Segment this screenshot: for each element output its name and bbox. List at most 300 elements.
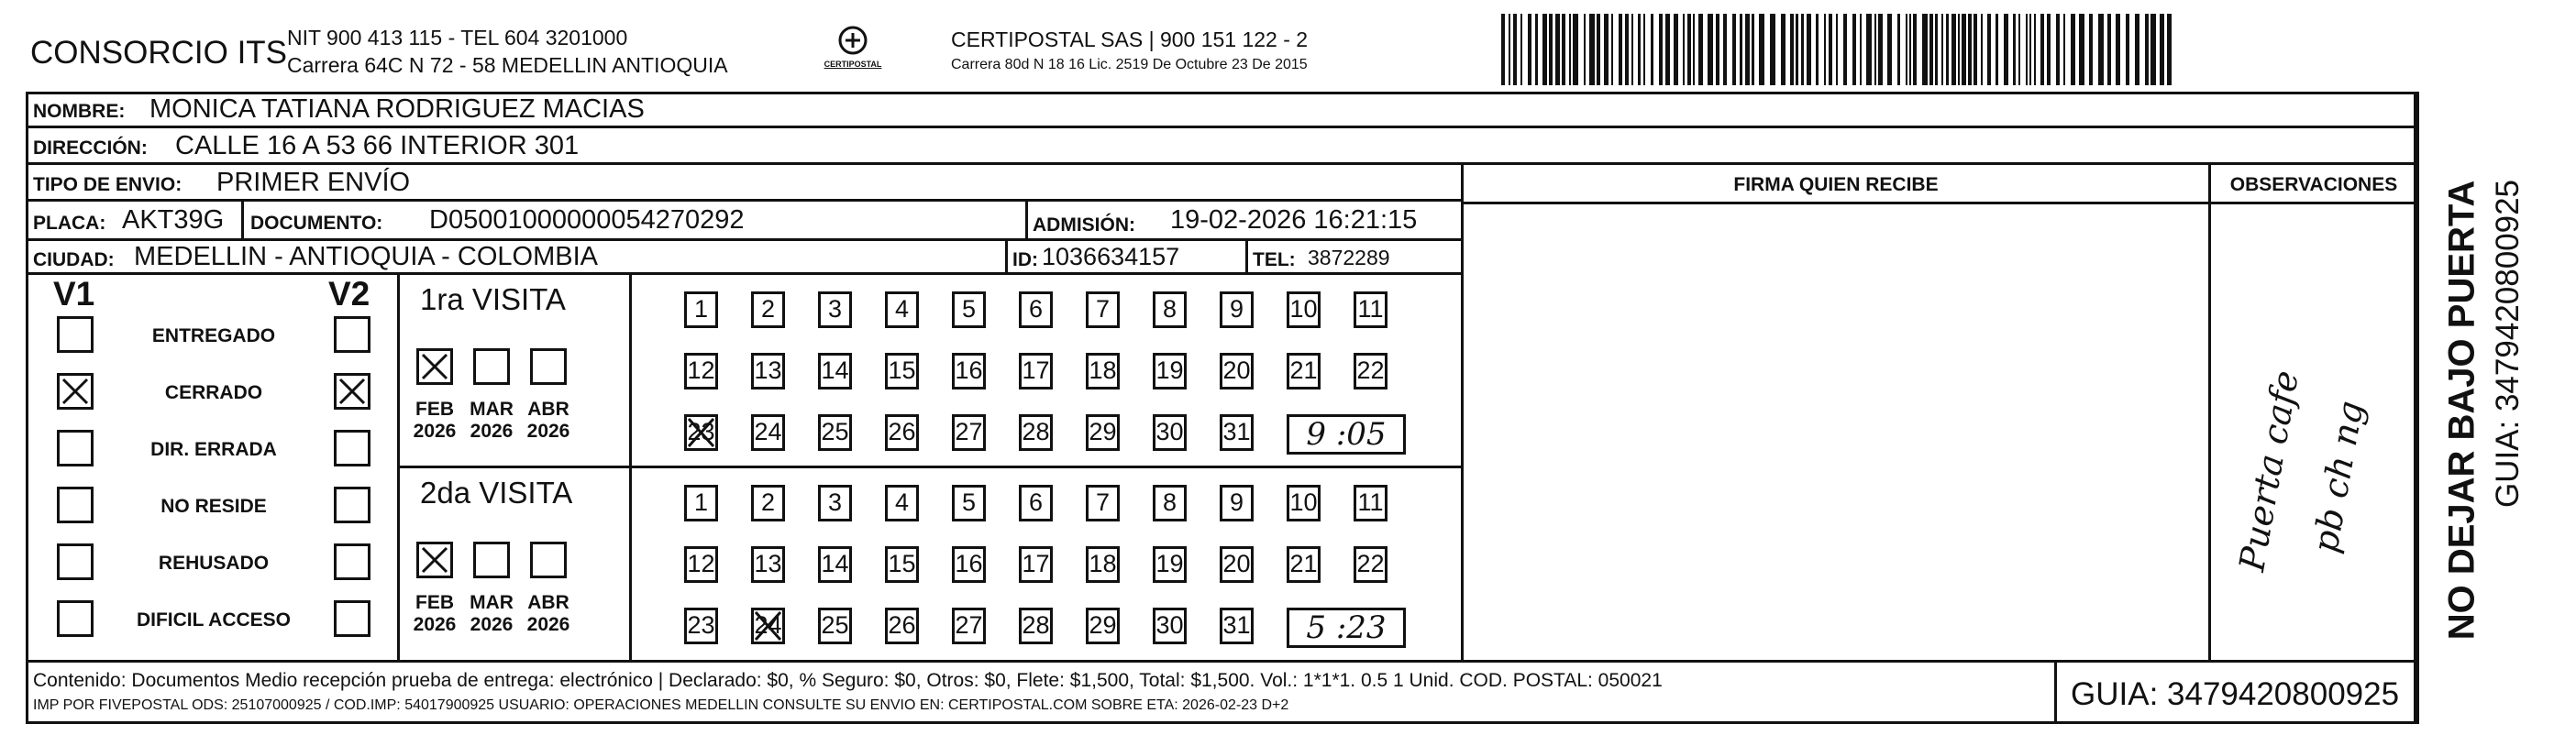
day-number: 1 — [693, 488, 709, 516]
visit-divider-v — [629, 275, 632, 663]
day-box[interactable] — [1153, 353, 1187, 389]
day-box[interactable] — [818, 485, 852, 521]
month-name: MAR — [470, 592, 514, 613]
day-number: 23 — [687, 418, 715, 445]
ciudad-value: MEDELLIN - ANTIOQUIA - COLOMBIA — [134, 242, 598, 271]
barcode-bar — [1796, 14, 1798, 85]
visit-time[interactable]: 9 :05 — [1287, 414, 1406, 455]
day-box[interactable] — [1153, 414, 1187, 451]
footer-line-1: Contenido: Documentos Medio recepción prueba de entrega: electrónico | Declarado: $0, % Seguro: $0, Otros: $0, Flete: $1,500, Total: $1,500. Vol.: 1*1*1. 0.5 1 Unid. COD. POSTAL: 050021 — [33, 670, 1663, 691]
day-box[interactable] — [1153, 291, 1187, 328]
check-mark-icon — [337, 376, 368, 407]
day-number: 12 — [687, 357, 715, 384]
barcode-bar — [2135, 14, 2139, 85]
v1-checkbox[interactable] — [57, 430, 94, 466]
day-number: 3 — [827, 295, 843, 323]
day-box[interactable] — [885, 353, 919, 389]
nombre-value: MONICA TATIANA RODRIGUEZ MACIAS — [149, 94, 645, 124]
day-box[interactable] — [1354, 546, 1388, 583]
barcode-bar — [1781, 14, 1786, 85]
v2-checkbox[interactable] — [334, 430, 370, 466]
day-box[interactable] — [885, 414, 919, 451]
day-number: 26 — [888, 611, 916, 639]
tel-divider — [1245, 241, 1248, 275]
observaciones-header: OBSERVACIONES — [2229, 174, 2398, 195]
barcode-bar — [1732, 14, 1736, 85]
carrier-address: Carrera 80d N 18 16 Lic. 2519 De Octubre 23 De 2015 — [951, 57, 1308, 72]
day-box[interactable] — [684, 353, 718, 389]
day-box[interactable] — [952, 353, 986, 389]
v1-checkbox[interactable] — [57, 543, 94, 580]
v1-checkbox[interactable] — [57, 316, 94, 353]
day-number: 15 — [888, 357, 916, 384]
row-nombre — [26, 92, 2419, 128]
company-address: Carrera 64C N 72 - 58 MEDELLIN ANTIOQUIA — [287, 53, 728, 77]
status-label: NO RESIDE — [160, 496, 267, 517]
visit-title: 1ra VISITA — [420, 282, 566, 316]
barcode-bar — [2026, 14, 2028, 85]
day-box[interactable] — [885, 291, 919, 328]
day-box[interactable] — [952, 485, 986, 521]
firma-column — [1461, 165, 1464, 663]
v1-checkbox[interactable] — [57, 487, 94, 523]
day-number: 11 — [1357, 295, 1384, 323]
barcode-bar — [2145, 14, 2149, 85]
barcode-bar — [1589, 14, 1595, 85]
day-number: 9 — [1229, 488, 1244, 516]
barcode-bar — [1752, 14, 1754, 85]
day-number: 8 — [1162, 295, 1177, 323]
day-box[interactable] — [1086, 414, 1120, 451]
day-number: 13 — [754, 550, 782, 577]
barcode-bar — [1674, 14, 1678, 85]
day-box[interactable] — [952, 291, 986, 328]
barcode-bar — [2029, 14, 2031, 85]
visit-time[interactable]: 5 :23 — [1287, 608, 1406, 648]
month-label — [407, 399, 462, 443]
day-box[interactable] — [1220, 608, 1254, 644]
day-number: 2 — [760, 488, 776, 516]
day-box[interactable] — [1086, 353, 1120, 389]
day-box[interactable] — [1086, 291, 1120, 328]
barcode-bar — [2056, 14, 2060, 85]
day-number: 30 — [1155, 611, 1184, 639]
barcode-bar — [2150, 14, 2156, 85]
barcode-bar — [1535, 14, 1538, 85]
day-number: 6 — [1028, 488, 1044, 516]
day-box[interactable] — [1019, 353, 1053, 389]
barcode-bar — [1683, 14, 1685, 85]
row-direccion — [26, 128, 2419, 165]
barcode-bar — [1909, 14, 1911, 85]
day-box[interactable] — [751, 485, 785, 521]
v2-checkbox[interactable] — [334, 373, 370, 410]
day-box[interactable] — [751, 546, 785, 583]
day-number: 8 — [1162, 488, 1177, 516]
day-box[interactable] — [1019, 546, 1053, 583]
day-number: 3 — [827, 488, 843, 516]
day-number: 12 — [687, 550, 715, 577]
day-number: 30 — [1155, 418, 1184, 445]
day-box[interactable] — [818, 608, 852, 644]
day-box[interactable] — [1019, 291, 1053, 328]
month-checkbox[interactable] — [530, 542, 567, 578]
month-name: MAR — [470, 399, 514, 420]
v2-checkbox[interactable] — [334, 316, 370, 353]
barcode-bar — [1740, 14, 1742, 85]
day-number: 22 — [1356, 357, 1385, 384]
barcode-bar — [2047, 14, 2051, 85]
check-mark-icon — [60, 376, 91, 407]
month-name: ABR — [527, 592, 569, 613]
day-number: 27 — [955, 418, 983, 445]
month-year: 2026 — [470, 614, 514, 635]
day-box[interactable] — [684, 608, 718, 644]
day-number: 18 — [1089, 357, 1117, 384]
barcode-bar — [1860, 14, 1862, 85]
day-number: 19 — [1155, 357, 1184, 384]
day-box[interactable] — [684, 546, 718, 583]
note-line-1: Puerta cafe — [2231, 368, 2307, 575]
day-box[interactable] — [1086, 485, 1120, 521]
id-divider — [1005, 241, 1008, 275]
month-year: 2026 — [470, 421, 514, 442]
company-nit: NIT 900 413 115 - TEL 604 3201000 — [287, 26, 628, 49]
direccion-value: CALLE 16 A 53 66 INTERIOR 301 — [175, 131, 580, 160]
day-number: 7 — [1095, 295, 1111, 323]
day-box[interactable] — [1287, 291, 1321, 328]
day-number: 18 — [1089, 550, 1117, 577]
day-box[interactable] — [952, 608, 986, 644]
day-box[interactable] — [1153, 608, 1187, 644]
day-box[interactable] — [1354, 291, 1388, 328]
firma-header: FIRMA QUIEN RECIBE — [1733, 174, 1939, 195]
barcode-bar — [2071, 14, 2075, 85]
barcode-bar — [1573, 14, 1578, 85]
barcode-bar — [1584, 14, 1586, 85]
v1-checkbox[interactable] — [57, 373, 94, 410]
documento-label: DOCUMENTO: — [250, 213, 383, 234]
tel-value: 3872289 — [1308, 246, 1390, 269]
barcode-bar — [2034, 14, 2036, 85]
barcode-bar — [1935, 14, 1938, 85]
barcode-bar — [1698, 14, 1703, 85]
row-placa — [26, 202, 1464, 241]
day-box[interactable] — [1086, 546, 1120, 583]
month-name: ABR — [527, 399, 569, 420]
day-box[interactable] — [751, 414, 785, 451]
month-label — [464, 399, 519, 443]
day-box[interactable] — [684, 485, 718, 521]
day-number: 5 — [961, 295, 977, 323]
day-number: 25 — [821, 611, 849, 639]
day-box[interactable] — [1086, 608, 1120, 644]
admision-value: 19-02-2026 16:21:15 — [1170, 205, 1418, 235]
visits-block — [400, 275, 1461, 663]
barcode-bar — [1929, 14, 1933, 85]
barcode-bar — [1906, 14, 1907, 85]
barcode-bar — [1708, 14, 1713, 85]
header — [0, 0, 2576, 92]
day-number: 9 — [1229, 295, 1244, 323]
day-number: 10 — [1289, 488, 1318, 516]
day-number: 2 — [760, 295, 776, 323]
day-box[interactable] — [1354, 353, 1388, 389]
barcode-bar — [1958, 14, 1960, 85]
month-label — [464, 592, 519, 636]
barcode-bar — [2160, 14, 2164, 85]
month-year: 2026 — [526, 421, 570, 442]
month-checkbox[interactable] — [416, 348, 453, 385]
day-box[interactable] — [818, 291, 852, 328]
month-label — [521, 592, 576, 636]
barcode-bar — [1843, 14, 1847, 85]
barcode-bar — [1946, 14, 1949, 85]
barcode-bar — [1962, 14, 1966, 85]
day-number: 29 — [1089, 611, 1117, 639]
day-box[interactable] — [1220, 353, 1254, 389]
day-box[interactable] — [818, 353, 852, 389]
barcode-bar — [1874, 14, 1876, 85]
day-number: 16 — [955, 550, 983, 577]
day-number: 26 — [888, 418, 916, 445]
barcode-bar — [1625, 14, 1629, 85]
day-box[interactable] — [1354, 485, 1388, 521]
day-box[interactable] — [885, 608, 919, 644]
barcode-bar — [1878, 14, 1883, 85]
day-box[interactable] — [885, 546, 919, 583]
month-name: FEB — [415, 592, 454, 613]
barcode-bar — [1597, 14, 1600, 85]
day-box[interactable] — [952, 546, 986, 583]
day-number: 5 — [961, 488, 977, 516]
v2-checkbox[interactable] — [334, 600, 370, 637]
day-number: 15 — [888, 550, 916, 577]
barcode-bar — [1836, 14, 1838, 85]
day-number: 4 — [894, 488, 910, 516]
barcode-bar — [1665, 14, 1670, 85]
day-number: 16 — [955, 357, 983, 384]
tipo-label: TIPO DE ENVIO: — [33, 174, 182, 195]
barcode-bar — [1509, 14, 1510, 85]
barcode-bar — [2107, 14, 2111, 85]
id-value: 1036634157 — [1042, 243, 1180, 270]
handwritten-note — [2211, 204, 2414, 663]
day-number: 20 — [1222, 550, 1251, 577]
day-box[interactable] — [1220, 546, 1254, 583]
barcode-bar — [2013, 14, 2016, 85]
day-number: 14 — [821, 550, 849, 577]
barcode-bar — [1687, 14, 1691, 85]
barcode-bar — [1528, 14, 1531, 85]
barcode-bar — [2063, 14, 2065, 85]
barcode-bar — [1829, 14, 1832, 85]
day-box[interactable] — [1287, 353, 1321, 389]
day-box[interactable] — [1287, 546, 1321, 583]
day-number: 31 — [1222, 611, 1251, 639]
barcode-bar — [1555, 14, 1560, 85]
barcode-bar — [2126, 14, 2129, 85]
day-number: 28 — [1022, 611, 1050, 639]
day-box[interactable] — [751, 608, 785, 644]
visit-divider-h — [400, 466, 1461, 468]
day-box[interactable] — [1287, 485, 1321, 521]
barcode-bar — [1520, 14, 1522, 85]
barcode-bar — [2018, 14, 2020, 85]
day-box[interactable] — [1019, 608, 1053, 644]
day-number: 20 — [1222, 357, 1251, 384]
day-box[interactable] — [1153, 485, 1187, 521]
barcode-bar — [1973, 14, 1977, 85]
status-label: REHUSADO — [158, 553, 270, 574]
barcode-bar — [2004, 14, 2008, 85]
day-number: 6 — [1028, 295, 1044, 323]
barcode-bar — [1913, 14, 1917, 85]
day-number: 27 — [955, 611, 983, 639]
day-box[interactable] — [885, 485, 919, 521]
day-box[interactable] — [952, 414, 986, 451]
day-number: 29 — [1089, 418, 1117, 445]
barcode-bar — [1951, 14, 1956, 85]
barcode-bar — [1631, 14, 1633, 85]
admision-label: ADMISIÓN: — [1033, 214, 1135, 236]
certipostal-logo — [807, 26, 899, 81]
check-mark-icon — [419, 544, 450, 576]
check-mark-icon — [419, 351, 450, 382]
day-number: 11 — [1357, 488, 1384, 516]
month-year: 2026 — [526, 614, 570, 635]
status-label: DIFICIL ACCESO — [136, 609, 291, 631]
footer — [26, 660, 2416, 724]
month-checkbox[interactable] — [416, 542, 453, 578]
barcode-bar — [1996, 14, 1998, 85]
footer-guia: GUIA: 3479420800925 — [2071, 676, 2400, 712]
placa-label: PLACA: — [33, 213, 106, 234]
logo-text: CERTIPOSTAL — [824, 60, 882, 69]
day-number: 31 — [1222, 418, 1251, 445]
barcode-bar — [1824, 14, 1826, 85]
barcode-bar — [1501, 14, 1505, 85]
barcode-bar — [1651, 14, 1653, 85]
barcode-bar — [1643, 14, 1645, 85]
v1-header: V1 — [53, 275, 95, 313]
company-name: CONSORCIO ITS — [30, 35, 288, 71]
barcode-bar — [1604, 14, 1609, 85]
barcode-bar — [1542, 14, 1547, 85]
barcode-bar — [1887, 14, 1892, 85]
visit-title: 2da VISITA — [420, 476, 573, 510]
day-box[interactable] — [818, 546, 852, 583]
day-number: 22 — [1356, 550, 1385, 577]
day-number: 13 — [754, 357, 782, 384]
day-box[interactable] — [1220, 485, 1254, 521]
placa-value: AKT39G — [122, 205, 225, 235]
documento-value: D05001000000054270292 — [429, 205, 745, 235]
day-number: 21 — [1289, 550, 1318, 577]
note-line-2: pb ch ng — [2305, 398, 2371, 556]
barcode-bar — [1759, 14, 1764, 85]
day-box[interactable] — [1153, 546, 1187, 583]
day-number: 21 — [1289, 357, 1318, 384]
v2-checkbox[interactable] — [334, 543, 370, 580]
barcode-bar — [1852, 14, 1856, 85]
barcode-bar — [1723, 14, 1727, 85]
admision-divider — [1025, 202, 1028, 241]
barcode-bar — [2079, 14, 2084, 85]
day-box[interactable] — [684, 291, 718, 328]
barcode-bar — [1562, 14, 1565, 85]
day-number: 7 — [1095, 488, 1111, 516]
day-number: 28 — [1022, 418, 1050, 445]
barcode-bar — [1716, 14, 1719, 85]
day-number: 14 — [821, 357, 849, 384]
barcode-bar — [1987, 14, 1991, 85]
barcode-bar — [1968, 14, 1972, 85]
barcode-bar — [1922, 14, 1928, 85]
day-box[interactable] — [1220, 291, 1254, 328]
row-ciudad — [26, 241, 1464, 275]
day-number: 24 — [754, 418, 782, 445]
day-box[interactable] — [818, 414, 852, 451]
month-label — [407, 592, 462, 636]
direccion-label: DIRECCIÓN: — [33, 137, 148, 159]
barcode-bar — [1693, 14, 1695, 85]
month-checkbox[interactable] — [530, 348, 567, 385]
v2-checkbox[interactable] — [334, 487, 370, 523]
row-tipo — [26, 165, 1464, 202]
day-box[interactable] — [751, 353, 785, 389]
placa-divider — [241, 202, 244, 241]
day-number: 17 — [1022, 357, 1050, 384]
barcode — [1501, 14, 2180, 87]
barcode-bar — [1866, 14, 1872, 85]
day-number: 1 — [693, 295, 709, 323]
barcode-bar — [1659, 14, 1663, 85]
day-box[interactable] — [1019, 414, 1053, 451]
day-box[interactable] — [684, 414, 718, 451]
status-label: ENTREGADO — [151, 325, 276, 346]
footer-guia-divider — [2054, 663, 2057, 724]
barcode-bar — [1801, 14, 1804, 85]
month-name: FEB — [415, 399, 454, 420]
day-number: 17 — [1022, 550, 1050, 577]
side-text — [2416, 92, 2576, 724]
day-box[interactable] — [1019, 485, 1053, 521]
v1-checkbox[interactable] — [57, 600, 94, 637]
status-label: CERRADO — [164, 382, 263, 403]
month-checkbox[interactable] — [473, 542, 510, 578]
barcode-bar — [1619, 14, 1622, 85]
barcode-bar — [1941, 14, 1943, 85]
day-number: 4 — [894, 295, 910, 323]
barcode-bar — [1638, 14, 1641, 85]
day-number: 24 — [754, 611, 782, 639]
month-checkbox[interactable] — [473, 348, 510, 385]
barcode-bar — [1897, 14, 1900, 85]
day-box[interactable] — [751, 291, 785, 328]
ciudad-label: CIUDAD: — [33, 249, 115, 270]
status-block — [26, 275, 400, 663]
barcode-bar — [1611, 14, 1613, 85]
tipo-value: PRIMER ENVÍO — [216, 168, 411, 197]
side-warning: NO DEJAR BAJO PUERTA — [2441, 180, 2482, 641]
day-box[interactable] — [1220, 414, 1254, 451]
status-label: DIR. ERRADA — [150, 439, 277, 460]
barcode-bar — [2116, 14, 2120, 85]
carrier-name: CERTIPOSTAL SAS | 900 151 122 - 2 — [951, 27, 1309, 51]
day-number: 19 — [1155, 550, 1184, 577]
day-number: 23 — [687, 611, 715, 639]
